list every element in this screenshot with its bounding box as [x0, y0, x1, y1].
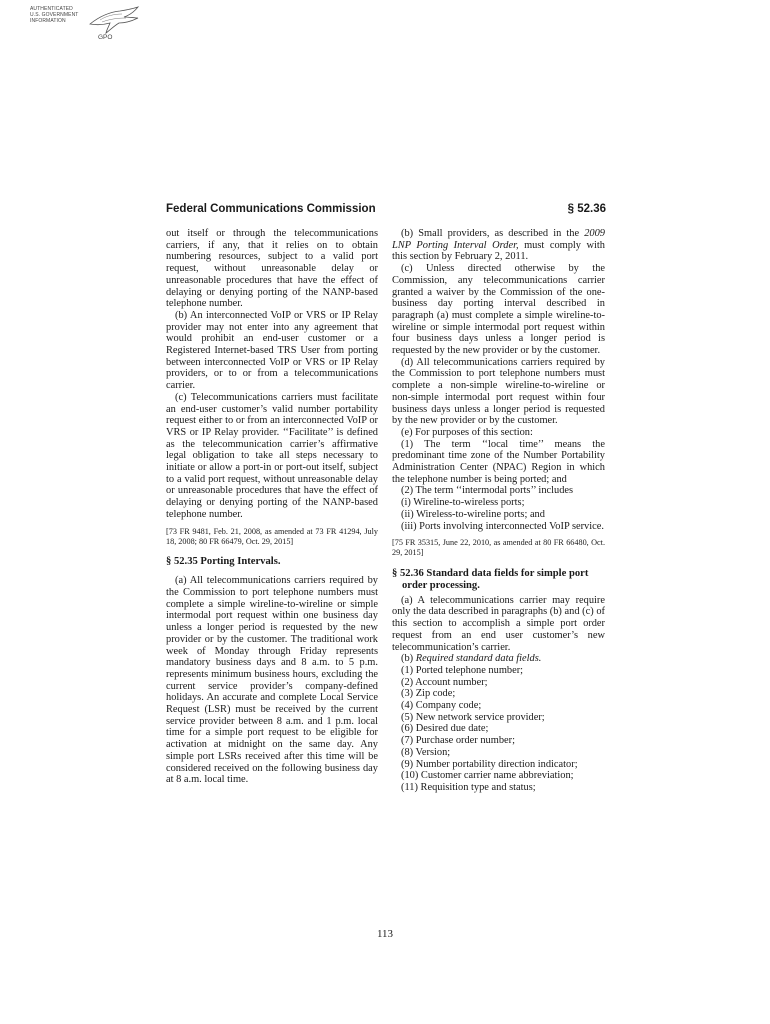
logo-line-2: U.S. GOVERNMENT	[30, 12, 79, 18]
logo-line-3: INFORMATION	[30, 18, 66, 24]
text-span: (b)	[401, 653, 416, 665]
paragraph: (a) A telecommunications carrier may require only the data described in paragraphs (b) and (c) of this section to accomplish a simple port order request from an end user customer’s new telecommunication’s carrier.	[392, 594, 605, 653]
gpo-authentication-logo	[30, 6, 142, 46]
paragraph: (c) Unless directed otherwise by the Commission, any telecommunications carrier granted a waiver by the Commission of the one-business day porting interval described in paragraph (a) must complete a simple wireline-to-wireline or simple intermodal port request within four business days unless a longer period is requested by the new provider or by the customer.	[392, 263, 605, 357]
section-heading-52-35: § 52.35 Porting Intervals.	[166, 555, 281, 567]
eagle-icon	[86, 6, 142, 36]
paragraph: (c) Telecommunications carriers must facilitate an end-user customer’s valid number portability request either to or from an interconnected VoIP or VRS or IP Relay provider. ‘‘Facilitate’’ is defined as the telecommunication carrier’s affirmative legal obligation to take all steps necessary to initiate or allow a port-in or port-out itself, subject to a valid port request, without unreasonable delay or unreasonable procedures that have the effect of delaying or denying porting of the NANP-based telephone number.	[166, 391, 378, 520]
page-number: 113	[376, 928, 394, 940]
header-title: Federal Communications Commission	[166, 203, 376, 215]
paragraph: (a) All telecommunications carriers required by the Commission to port telephone numbers must complete a simple wireline-to-wireline or simple intermodal port request within one business day unless a longer period is requested by the new provider or by the customer. The traditional work week of Monday through Friday represents mandatory business days and 8 a.m. to 5 p.m. represents minimum business hours, excluding the current service provider’s company-defined holidays. An accurate and complete Local Service Request (LSR) must be received by the current service provider between 8 a.m. and 1 p.m. local time for a simple port request to be eligible for activation at midnight on the same day. Any simple port LSRs received after this time will be considered received on the following business day at 8 a.m. local time.	[166, 575, 378, 786]
list-item: (4) Company code;	[401, 700, 482, 712]
list-item: (9) Number portability direction indicator;	[401, 758, 578, 770]
paragraph: (d) All telecommunications carriers required by the Commission to port telephone numbers must complete a non-simple wireline-to-wireline or non-simple intermodal port request within four business days unless a longer period is requested by the new provider or by the customer.	[392, 356, 605, 427]
paragraph	[392, 653, 605, 665]
list-item: (8) Version;	[401, 746, 451, 758]
running-header	[166, 203, 606, 219]
paragraph: out itself or through the telecommunications carriers, if any, that it relies on to obtain numbering resources, subject to a valid port request, without unreasonable delay or unreasonable procedures that have the effect of delaying or denying porting of the NANP-based telephone number.	[166, 228, 378, 310]
text-span: (b) Small providers, as described in the	[401, 228, 585, 239]
list-item: (i) Wireline-to-wireless ports;	[401, 497, 525, 509]
list-item: (ii) Wireless-to-wireline ports; and	[401, 508, 545, 520]
section-heading-52-36: § 52.36 Standard data fields for simple port order processing.	[392, 568, 589, 591]
list-item: (10) Customer carrier name abbreviation;	[401, 770, 574, 782]
paragraph	[392, 228, 605, 263]
citation: [73 FR 9481, Feb. 21, 2008, as amended at 73 FR 41294, July 18, 2008; 80 FR 66479, Oct. 29, 2015]	[166, 526, 378, 546]
list-item: (7) Purchase order number;	[401, 735, 515, 747]
list-item: (3) Zip code;	[401, 688, 456, 700]
italic-text: 2009 LNP Porting Interval Order,	[392, 228, 605, 251]
left-column	[166, 228, 378, 786]
paragraph: (2) The term ‘‘intermodal ports’’ includes	[401, 485, 574, 497]
list-item: (1) Ported telephone number;	[401, 664, 524, 676]
list-item: (2) Account number;	[401, 676, 488, 688]
paragraph: (1) The term ‘‘local time’’ means the predominant time zone of the Number Portability Administration Center (NPAC) Region in which the telephone number is being ported; and	[392, 438, 605, 485]
logo-gpo-text: GPO	[98, 34, 113, 41]
logo-line-1: AUTHENTICATED	[30, 6, 73, 12]
paragraph: (e) For purposes of this section:	[401, 426, 533, 438]
list-item: (5) New network service provider;	[401, 711, 545, 723]
list-item: (6) Desired due date;	[401, 723, 489, 735]
right-column	[392, 228, 605, 794]
header-section: § 52.36	[567, 203, 606, 215]
list-item: (iii) Ports involving interconnected VoIP service.	[401, 520, 604, 532]
italic-text: Required standard data fields.	[415, 653, 542, 665]
paragraph: (b) An interconnected VoIP or VRS or IP Relay provider may not enter into any agreement that would prohibit an end-user customer or a Registered Internet-based TRS User from porting between interconnected VoIP or VRS or IP Relay providers, or to or from a telecommunications carrier.	[166, 309, 378, 392]
list-item: (11) Requisition type and status;	[401, 781, 536, 793]
citation: [75 FR 35315, June 22, 2010, as amended at 80 FR 66480, Oct. 29, 2015]	[392, 538, 605, 558]
text-span: must comply with this section by February 2, 2011.	[392, 239, 605, 263]
